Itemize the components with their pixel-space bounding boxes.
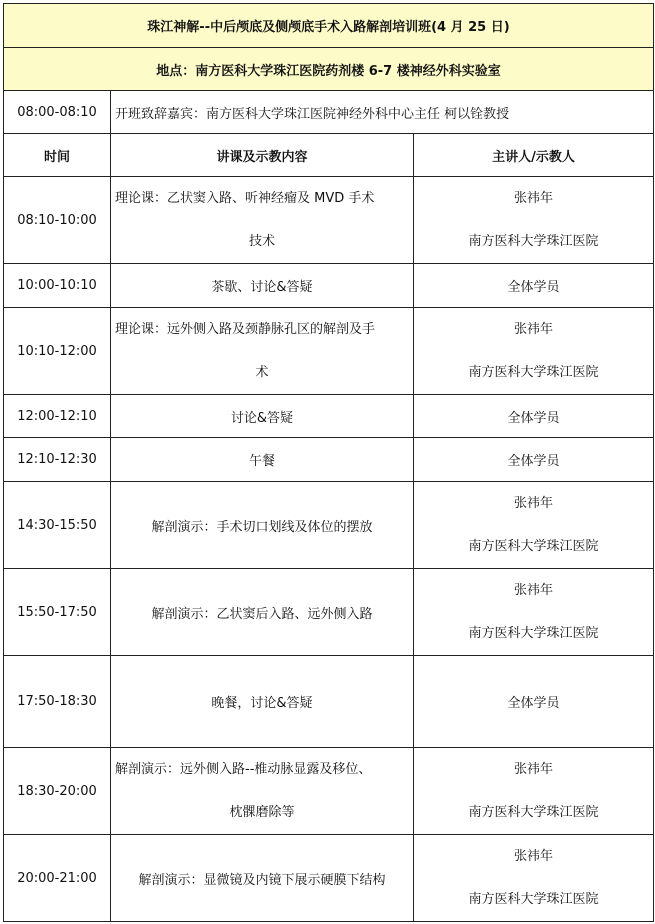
table-row [4, 482, 654, 569]
speaker-cell [414, 835, 654, 922]
schedule-table [3, 3, 654, 922]
time-cell: 14:30-15:50 [4, 482, 111, 569]
table-row [4, 264, 654, 308]
content-line: 术 [255, 365, 269, 380]
time-cell: 08:10-10:00 [4, 177, 111, 264]
speaker-cell: 全体学员 [414, 264, 654, 308]
header-speaker: 主讲人/示教人 [414, 134, 654, 177]
content-cell [111, 177, 414, 264]
time-cell: 10:00-10:10 [4, 264, 111, 308]
speaker-cell [414, 482, 654, 569]
table-row [4, 177, 654, 264]
time-cell: 17:50-18:30 [4, 656, 111, 748]
table-row [4, 308, 654, 395]
table-row [4, 748, 654, 835]
table-row [4, 569, 654, 656]
speaker-name: 张祎年 [513, 849, 553, 864]
speaker-cell: 全体学员 [414, 656, 654, 748]
speaker-cell [414, 748, 654, 835]
content-line: 技术 [248, 234, 275, 249]
header-content: 讲课及示教内容 [111, 134, 414, 177]
speaker-affiliation: 南方医科大学珠江医院 [468, 892, 599, 907]
speaker-name: 张祎年 [513, 583, 553, 598]
speaker-cell [414, 308, 654, 395]
title-row [4, 4, 654, 48]
location-text: 地点：南方医科大学珠江医院药剂楼 6-7 楼神经外科实验室 [4, 48, 654, 91]
speaker-cell: 全体学员 [414, 438, 654, 482]
content-cell: 解剖演示：手术切口划线及体位的摆放 [111, 482, 414, 569]
content-cell: 午餐 [111, 438, 414, 482]
time-cell: 20:00-21:00 [4, 835, 111, 922]
speaker-name: 张祎年 [513, 191, 553, 206]
opening-text: 开班致辞嘉宾：南方医科大学珠江医院神经外科中心主任 柯以铨教授 [111, 91, 654, 134]
speaker-affiliation: 南方医科大学珠江医院 [468, 365, 599, 380]
speaker-name: 张祎年 [513, 762, 553, 777]
header-time: 时间 [4, 134, 111, 177]
content-cell: 解剖演示：显微镜及内镜下展示硬膜下结构 [111, 835, 414, 922]
speaker-affiliation: 南方医科大学珠江医院 [468, 626, 599, 641]
column-header-row [4, 134, 654, 177]
time-cell: 18:30-20:00 [4, 748, 111, 835]
content-line: 枕髁磨除等 [229, 805, 295, 820]
content-cell: 讨论&答疑 [111, 395, 414, 438]
time-cell: 12:00-12:10 [4, 395, 111, 438]
opening-row [4, 91, 654, 134]
speaker-affiliation: 南方医科大学珠江医院 [468, 805, 599, 820]
table-row [4, 656, 654, 748]
time-cell: 15:50-17:50 [4, 569, 111, 656]
speaker-cell: 全体学员 [414, 395, 654, 438]
table-row [4, 395, 654, 438]
content-line: 解剖演示：远外侧入路--椎动脉显露及移位、 [115, 762, 372, 777]
speaker-name: 张祎年 [513, 322, 553, 337]
location-row [4, 48, 654, 91]
content-cell: 茶歇、讨论&答疑 [111, 264, 414, 308]
table-row [4, 438, 654, 482]
speaker-name: 张祎年 [513, 496, 553, 511]
speaker-cell [414, 177, 654, 264]
speaker-affiliation: 南方医科大学珠江医院 [468, 234, 599, 249]
time-cell: 10:10-12:00 [4, 308, 111, 395]
table-row [4, 835, 654, 922]
content-cell [111, 308, 414, 395]
time-cell: 08:00-08:10 [4, 91, 111, 134]
content-cell: 晚餐，讨论&答疑 [111, 656, 414, 748]
content-line: 理论课：远外侧入路及颈静脉孔区的解剖及手 [115, 322, 376, 337]
page-title: 珠江神解--中后颅底及侧颅底手术入路解剖培训班(4 月 25 日) [4, 4, 654, 48]
content-cell [111, 748, 414, 835]
content-line: 理论课：乙状窦入路、听神经瘤及 MVD 手术 [115, 191, 375, 206]
time-cell: 12:10-12:30 [4, 438, 111, 482]
content-cell: 解剖演示：乙状窦后入路、远外侧入路 [111, 569, 414, 656]
speaker-affiliation: 南方医科大学珠江医院 [468, 539, 599, 554]
speaker-cell [414, 569, 654, 656]
